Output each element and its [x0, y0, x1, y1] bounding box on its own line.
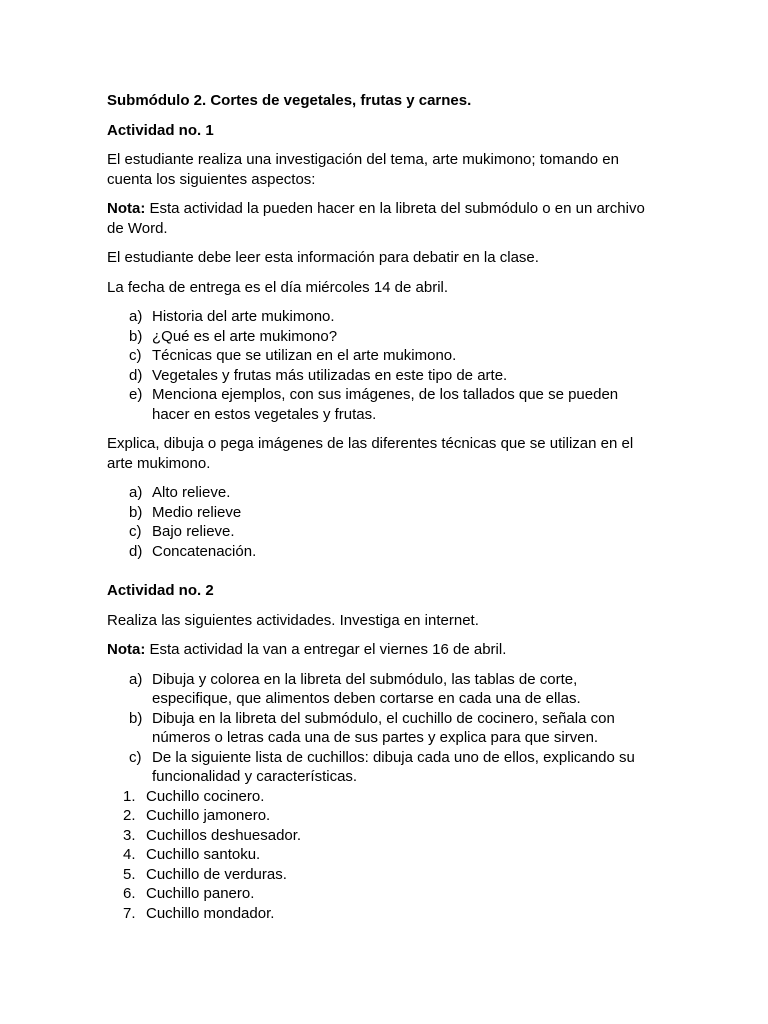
- list-marker: 2.: [123, 807, 136, 824]
- list-marker: 1.: [123, 787, 136, 805]
- list-item-text: Cuchillo mondador.: [146, 904, 275, 922]
- document-page: [107, 91, 652, 923]
- list-marker: b): [129, 709, 143, 727]
- list-item: [107, 845, 652, 865]
- activity1-heading: Actividad no. 1: [107, 121, 214, 139]
- list-marker: b): [129, 503, 143, 521]
- list-marker: d): [129, 366, 143, 384]
- aspects-list: [107, 307, 652, 424]
- list-item: [107, 826, 652, 846]
- list-marker: 5.: [123, 865, 136, 883]
- note-text: Esta actividad la van a entregar el viernes 16 de abril.: [145, 641, 507, 658]
- list-item: [107, 542, 652, 562]
- knives-list: [107, 787, 652, 924]
- list-item: [107, 503, 652, 523]
- list-item-text: Vegetales y frutas más utilizadas en este tipo de arte.: [152, 366, 508, 384]
- list-item-text: Alto relieve.: [152, 484, 231, 501]
- note-label: Nota:: [107, 641, 146, 658]
- list-marker: a): [129, 308, 143, 325]
- list-item-text: Cuchillo santoku.: [146, 846, 261, 863]
- list-item: [107, 366, 652, 386]
- list-item-text: Historia del arte mukimono.: [152, 308, 335, 325]
- document-title: Submódulo 2. Cortes de vegetales, frutas y carnes.: [107, 92, 472, 109]
- activity1-note: [107, 199, 652, 238]
- list-marker: 4.: [123, 846, 136, 863]
- activity2-note: [107, 640, 652, 660]
- list-item-text: Cuchillo de verduras.: [146, 865, 287, 883]
- list-item-text: Dibuja en la libreta del submódulo, el cuchillo de cocinero, señala con números o letras cada una de sus partes y explica para que sirven.: [152, 709, 615, 746]
- list-marker: c): [129, 748, 142, 766]
- tasks-list: [107, 670, 652, 787]
- note-text: Esta actividad la pueden hacer en la libreta del submódulo o en un archivo de Word.: [107, 200, 645, 237]
- techniques-list: [107, 483, 652, 561]
- list-item-text: Cuchillo panero.: [146, 885, 255, 902]
- list-item: [107, 670, 652, 709]
- list-item: [107, 904, 652, 924]
- list-item: [107, 865, 652, 885]
- list-item-text: Menciona ejemplos, con sus imágenes, de los tallados que se pueden hacer en estos vegetales y frutas.: [152, 386, 619, 423]
- activity1-intro: El estudiante realiza una investigación del tema, arte mukimono; tomando en cuenta los siguientes aspectos:: [107, 151, 619, 188]
- list-item: [107, 748, 652, 787]
- list-item: [107, 884, 652, 904]
- activity1-due-date: La fecha de entrega es el día miércoles 14 de abril.: [107, 278, 449, 296]
- list-item: [107, 522, 652, 542]
- list-item: [107, 787, 652, 807]
- list-item-text: Cuchillos deshuesador.: [146, 826, 302, 844]
- activity1-debate: El estudiante debe leer esta información para debatir en la clase.: [107, 249, 539, 266]
- section-spacer: [107, 571, 652, 581]
- list-item: [107, 483, 652, 503]
- list-marker: c): [129, 347, 142, 364]
- list-item-text: Cuchillo cocinero.: [146, 787, 265, 805]
- list-item: [107, 806, 652, 826]
- list-marker: 7.: [123, 904, 136, 922]
- list-item: [107, 709, 652, 748]
- list-marker: c): [129, 523, 142, 540]
- list-item-text: Concatenación.: [152, 542, 257, 560]
- list-item: [107, 385, 652, 424]
- list-marker: 6.: [123, 885, 136, 902]
- list-item: [107, 346, 652, 366]
- list-item-text: De la siguiente lista de cuchillos: dibuja cada uno de ellos, explicando su funcionalidad y características.: [152, 748, 635, 785]
- list-item-text: Dibuja y colorea en la libreta del submódulo, las tablas de corte, especifique, que alimentos deben cortarse en cada una de ellas.: [152, 670, 581, 707]
- list-item-text: Cuchillo jamonero.: [146, 807, 271, 824]
- activity2-intro: Realiza las siguientes actividades. Investiga en internet.: [107, 611, 479, 629]
- activity1-explain: Explica, dibuja o pega imágenes de las diferentes técnicas que se utilizan en el arte mukimono.: [107, 435, 634, 472]
- list-item-text: Medio relieve: [152, 503, 242, 521]
- list-item-text: Técnicas que se utilizan en el arte mukimono.: [152, 347, 457, 364]
- list-marker: b): [129, 327, 143, 345]
- list-marker: a): [129, 670, 143, 688]
- list-item-text: Bajo relieve.: [152, 523, 235, 540]
- list-marker: d): [129, 542, 143, 560]
- list-item: [107, 327, 652, 347]
- note-label: Nota:: [107, 200, 146, 217]
- list-marker: 3.: [123, 826, 136, 844]
- list-item-text: ¿Qué es el arte mukimono?: [152, 327, 338, 345]
- list-item: [107, 307, 652, 327]
- list-marker: e): [129, 386, 143, 403]
- list-marker: a): [129, 484, 143, 501]
- activity2-heading: Actividad no. 2: [107, 582, 214, 599]
